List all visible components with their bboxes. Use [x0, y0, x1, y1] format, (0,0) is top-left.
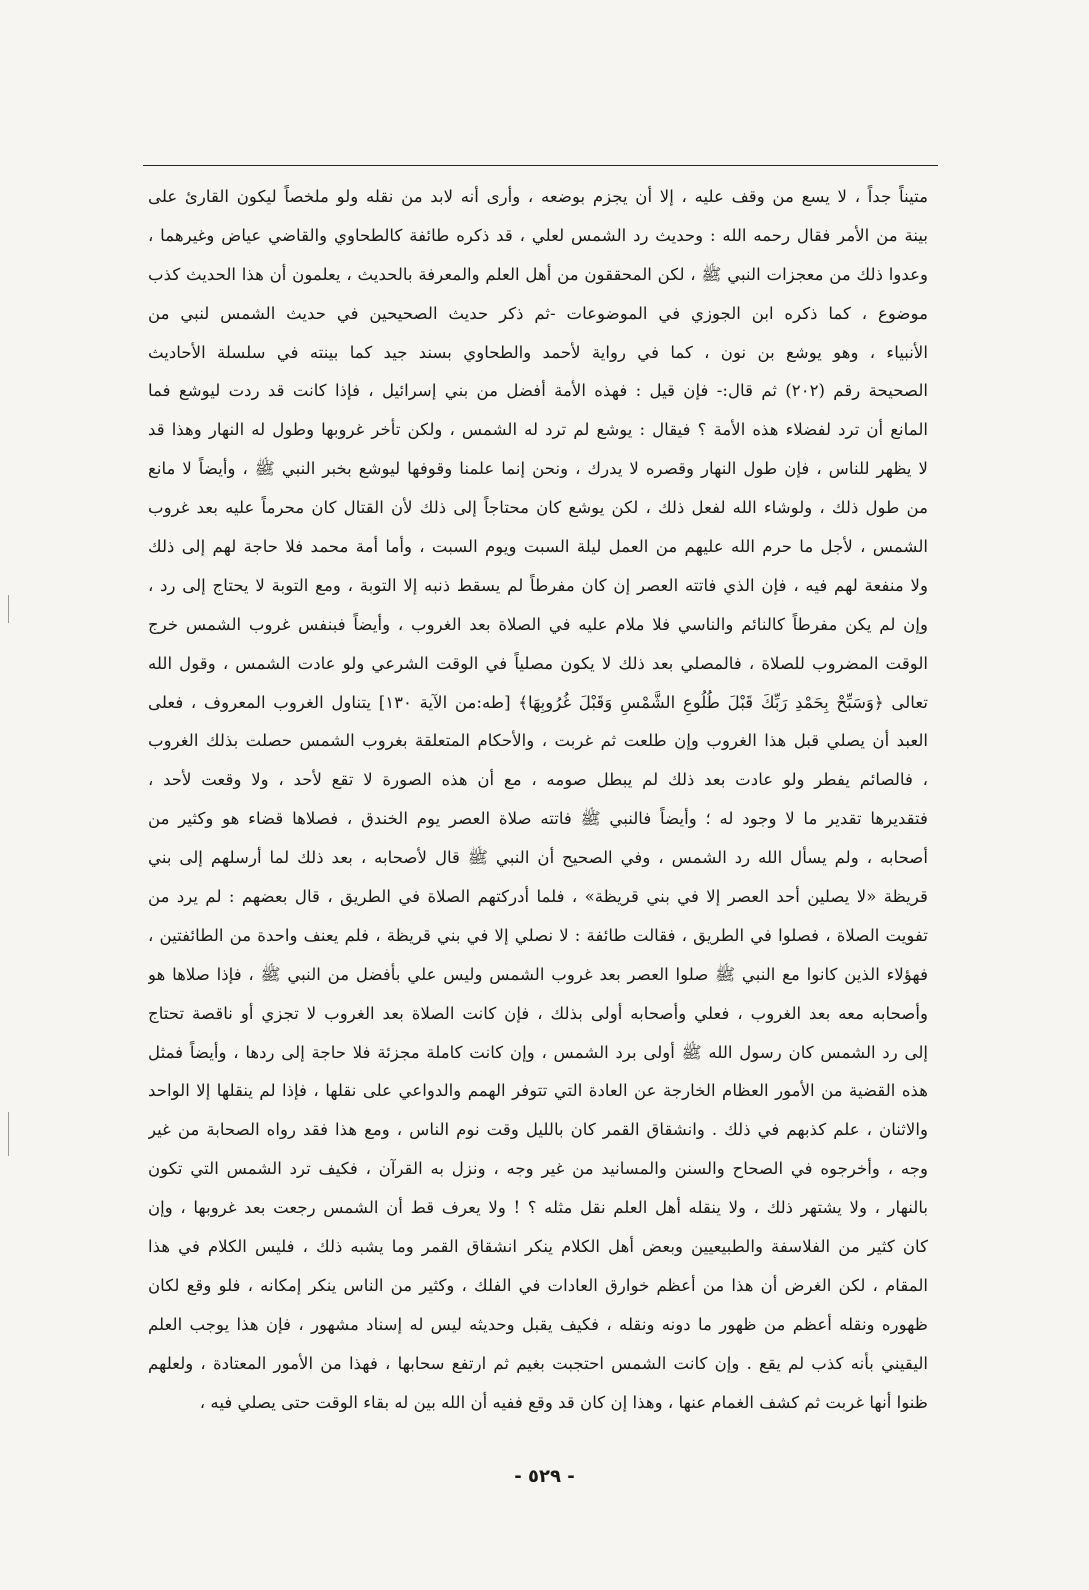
- text-line: إلى رد الشمس كان رسول الله ﷺ أولى برد الشمس ، وإن كانت كاملة مجزئة فلا حاجة إلى ردها ، وأيضاً فمثل: [148, 1042, 928, 1062]
- text-line: ظهوره ونقله أعظم من ظهور ما دونه ونقله ، فكيف يقبل وحديثه ليس له إسناد مشهور ، فإن هذا يوجب العلم: [148, 1314, 928, 1334]
- text-line: بالنهار ، ولا يشتهر ذلك ، ولا ينقله أهل العلم نقل مثله ؟ ! ولا يعرف قط أن الشمس رجعت بعد غروبها ، وإن: [148, 1198, 928, 1218]
- text-line: أصحابه ، ولم يسأل الله رد الشمس ، وفي الصحيح أن النبي ﷺ قال لأصحابه ، بعد ذلك لما أرسلهم إلى بني: [148, 848, 928, 868]
- text-line: فهؤلاء الذين كانوا مع النبي ﷺ صلوا العصر بعد غروب الشمس وليس علي بأفضل من النبي ﷺ ، فإذا صلاها هو: [148, 964, 928, 984]
- text-line: المانع أن ترد لفضلاء هذه الأمة ؟ فيقال : يوشع لم ترد له الشمس ، ولكن تأخر غروبها وطول له النهار وهذا قد: [148, 420, 928, 440]
- text-line: كان كثير من الفلاسفة والطبيعيين وبعض أهل الكلام ينكر انشقاق القمر وما يشبه ذلك ، فليس الكلام في هذا: [148, 1237, 928, 1257]
- body-text: [148, 178, 928, 1423]
- text-line: هذه القضية من الأمور العظام الخارجة عن العادة التي تتوفر الهمم والدواعي على نقلها ، فإذا لم ينقلها إلا الواحد: [148, 1081, 928, 1101]
- text-line: ظنوا أنها غربت ثم كشف الغمام عنها ، وهذا إن كان قد وقع ففيه أن الله بين له بقاء الوقت حتى يصلي فيه ،: [199, 1392, 928, 1412]
- text-line: المقام ، لكن الغرض أن هذا من أعظم خوارق العادات في الفلك ، وكثير من الناس ينكر إمكانه ، فلو وقع لكان: [148, 1275, 928, 1295]
- text-line: الصحيحة رقم (٢٠٢) ثم قال:- فإن قيل : فهذه الأمة أفضل من بني إسرائيل ، فإذا كانت قد ردت ليوشع فما: [148, 381, 928, 401]
- text-line: فتقديرها تقدير ما لا وجود له ؛ وأيضاً فالنبي ﷺ فاتته صلاة العصر يوم الخندق ، فصلاها قضاء هو وكثير من: [148, 809, 928, 829]
- text-line: ولا منفعة لهم فيه ، فإن الذي فاتته العصر إن كان مفرطاً لم يسقط ذنبه إلا التوبة ، ومع التوبة لا يحتاج إلى رد ،: [148, 575, 928, 595]
- scan-mark: [8, 1112, 9, 1156]
- text-line: تفويت الصلاة ، فصلوا في الطريق ، فقالت طائفة : لا نصلي إلا في بني قريظة ، فلم يعنف واحدة من الطائفتين ،: [148, 925, 928, 945]
- page-number: - ٥٢٩ -: [514, 1466, 575, 1487]
- text-line: اليقيني بأنه كذب لم يقع . وإن كانت الشمس احتجبت بغيم ثم ارتفع سحابها ، فهذا من الأمور المعتادة ، ولعلهم: [148, 1353, 928, 1373]
- top-rule: [143, 165, 938, 166]
- text-line: لا يظهر للناس ، فإن طول النهار وقصره لا يدرك ، ونحن إنما علمنا وقوفها ليوشع بخبر النبي ﷺ ، وأيضاً لا مانع: [148, 459, 928, 479]
- text-line: من طول ذلك ، ولوشاء الله لفعل ذلك ، لكن يوشع كان محتاجاً إلى ذلك لأن القتال كان محرماً عليه بعد غروب: [148, 498, 928, 518]
- text-line: متيناً جداً ، لا يسع من وقف عليه ، إلا أن يجزم بوضعه ، وأرى أنه لابد من نقله ولو ملخصاً ليكون القارئ على: [148, 187, 928, 206]
- text-line: وجه ، وأخرجوه في الصحاح والسنن والمسانيد من غير وجه ، ونزل به القرآن ، فكيف ترد الشمس التي تكون: [148, 1159, 928, 1179]
- text-line: والاثنان ، علم كذبهم في ذلك . وانشقاق القمر كان بالليل وقت نوم الناس ، ومع هذا فقد رواه الصحابة من غير: [148, 1120, 928, 1140]
- scan-mark: [8, 595, 9, 623]
- text-line: قريظة «لا يصلين أحد العصر إلا في بني قريظة» ، فلما أدركتهم الصلاة في الطريق ، قال بعضهم : لم يرد من: [148, 887, 928, 907]
- text-line: وأصحابه معه بعد الغروب ، فعلي وأصحابه أولى بذلك ، فإن كانت الصلاة بعد الغروب لا تجزي أو ناقصة تحتاج: [148, 1003, 928, 1023]
- text-line: الأنبياء ، وهو يوشع بن نون ، كما في رواية لأحمد والطحاوي بسند جيد كما بينته في سلسلة الأحاديث: [148, 342, 928, 362]
- text-line: بينة من الأمر فقال رحمه الله : وحديث رد الشمس لعلي ، قد ذكره طائفة كالطحاوي والقاضي عياض وغيرهما ،: [148, 225, 928, 245]
- text-line: وعدوا ذلك من معجزات النبي ﷺ ، لكن المحققون من أهل العلم والمعرفة بالحديث ، يعلمون أن هذا الحديث كذب: [148, 264, 928, 284]
- text-line: ، فالصائم يفطر ولو عادت بعد ذلك لم يبطل صومه ، مع أن هذه الصورة لا تقع لأحد ، ولا وقعت لأحد ،: [148, 770, 928, 790]
- text-line: الشمس ، لأجل ما حرم الله عليهم من العمل ليلة السبت ويوم السبت ، وأما أمة محمد فلا حاجة لهم إلى ذلك: [148, 537, 928, 557]
- text-line: تعالى ﴿وَسَبِّحْ بِحَمْدِ رَبِّكَ قَبْلَ طُلُوعِ الشَّمْسِ وَقَبْلَ غُرُوبِهَا﴾ [طه:من الآية ١٣٠] يتناول الغروب المعروف ، فعلى: [148, 692, 928, 712]
- text-line: الوقت المضروب للصلاة ، فالمصلي بعد ذلك لا يكون مصلياً في الوقت الشرعي ولو عادت الشمس ، وقول الله: [148, 653, 928, 673]
- text-line: العبد أن يصلي قبل هذا الغروب وإن طلعت ثم غربت ، والأحكام المتعلقة بغروب الشمس حصلت بذلك الغروب: [148, 731, 928, 751]
- text-line: موضوع ، كما ذكره ابن الجوزي في الموضوعات -ثم ذكر حديث الصحيحين في حديث الشمس لنبي من: [148, 303, 928, 323]
- text-line: وإن لم يكن مفرطاً كالنائم والناسي فلا ملام عليه في الصلاة بعد الغروب ، وأيضاً فبنفس غروب الشمس خرج: [148, 614, 928, 634]
